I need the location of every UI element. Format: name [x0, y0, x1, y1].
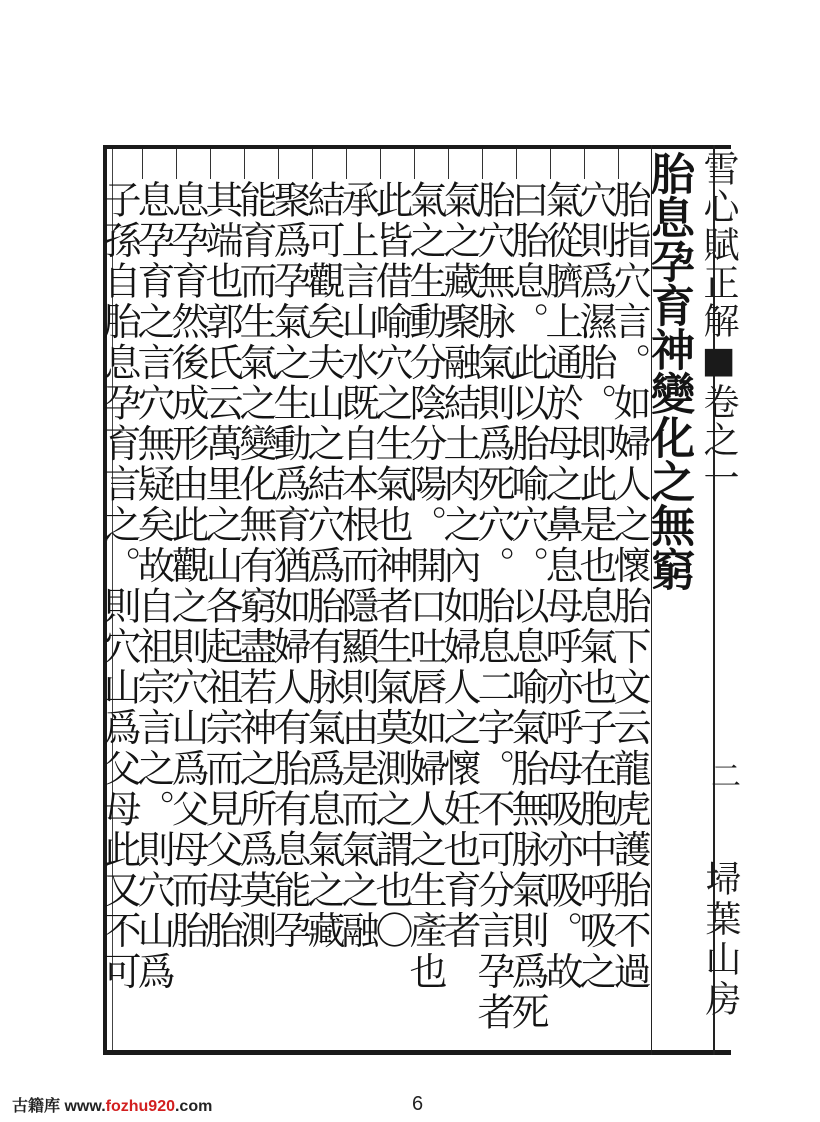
text-column-5: 胎穴無脉氣則爲死穴。胎息二字。不可分言孕者	[471, 180, 515, 1033]
site-watermark	[12, 1093, 212, 1116]
text-column-16: 子孫自胎息孕育言之。則穴山爲父母此又不可	[97, 180, 141, 992]
column-rule	[380, 149, 381, 179]
running-title: 雪心賦正解■卷之一	[698, 150, 739, 497]
column-rule	[550, 149, 551, 179]
text-column-14: 息孕育然後成形由此觀之則穴山爲父母而胎	[165, 180, 209, 952]
column-rule	[210, 149, 211, 179]
column-rule	[278, 149, 279, 179]
text-column-3: 氣從臍上通於母之鼻息母呼亦呼母吸亦吸。故	[539, 180, 583, 992]
text-column-6: 氣之藏聚融結土肉之內如婦人之懷妊也育者	[437, 180, 481, 952]
column-rule	[618, 149, 619, 179]
column-rule	[584, 149, 585, 179]
text-column-4: 曰胎息。此以胎喻穴。以息喻氣胎無脉氣則爲死	[505, 180, 549, 1033]
column-rule	[482, 149, 483, 179]
top-border-rule	[103, 145, 731, 149]
text-column-1: 胎指穴言。如婦人之懷胎下文云龍虎護胎不過	[607, 180, 651, 992]
text-column-9: 承上言山水既自本根而隱顯則由是而氣之融	[335, 180, 379, 952]
page-frame	[97, 145, 731, 1055]
edition-mark: 埽葉山房	[700, 860, 741, 1020]
text-column-11: 聚爲孕氣之生動爲育猶如婦人有胎有息能孕	[267, 180, 311, 952]
text-column-2: 穴則爲濕胎。即此是也息氣也子在胞中呼吸之	[573, 180, 617, 992]
column-rule	[176, 149, 177, 179]
site-suffix: .com	[174, 1098, 213, 1115]
text-column-10: 結可觀矣夫山之結穴爲胎有脉氣爲息氣之藏	[301, 180, 345, 952]
text-column-8: 此皆借喻穴之生氣也神者生氣莫測之謂也〇	[369, 180, 413, 952]
column-rule	[244, 149, 245, 179]
column-rule	[414, 149, 415, 179]
text-column-12: 能育而生氣之變化無有窮盡若神之所爲莫測	[233, 180, 277, 952]
column-rule	[142, 149, 143, 179]
page-number: 6	[412, 1093, 424, 1115]
text-column-13: 其端也郭氏云萬里之山各起祖宗而見父母胎	[199, 180, 243, 952]
column-rule	[346, 149, 347, 179]
text-column-7: 氣之生動分陰分陽。開口吐唇如婦人之生產也	[403, 180, 447, 992]
text-column-15: 息孕育之言穴無疑矣故自祖宗言之。則穴山爲	[131, 180, 175, 992]
site-prefix: 古籍库 www.	[12, 1098, 106, 1115]
leaf-number: 二	[705, 760, 740, 790]
site-highlight: fozhu920	[105, 1098, 175, 1115]
column-rule	[516, 149, 517, 179]
bottom-border-rule	[103, 1050, 731, 1055]
section-title: 胎息孕育神變化之無窮	[643, 151, 694, 591]
column-rule	[312, 149, 313, 179]
column-rule	[448, 149, 449, 179]
